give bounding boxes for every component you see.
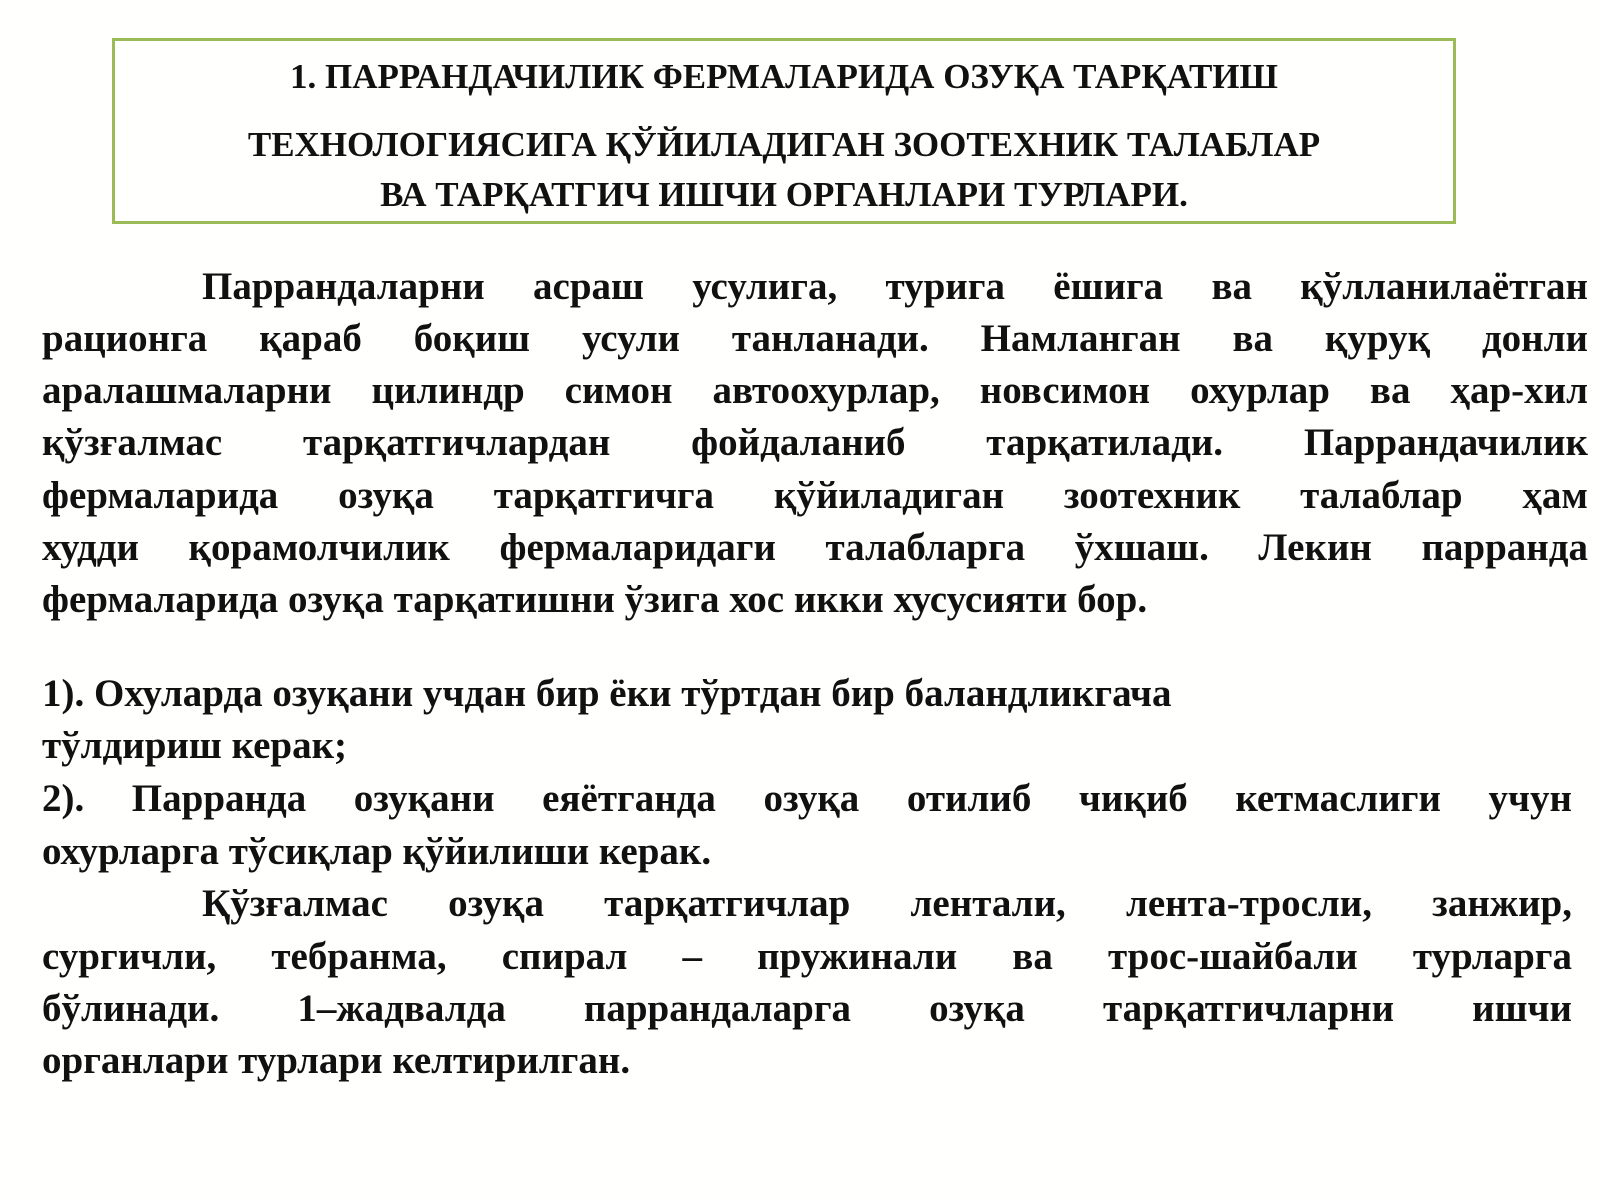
paragraph-1-line: рационга қараб боқиш усули танланади. Намланган ва қуруқ донли (42, 317, 1588, 360)
paragraph-2-line: бўлинади. 1–жадвалда паррандаларга озуқа тарқатгичларни ишчи (42, 987, 1572, 1030)
list-item-line: тўлдириш керак; (42, 724, 348, 767)
paragraph-2-line: органлари турлари келтирилган. (42, 1039, 631, 1082)
paragraph-1-line: аралашмаларни цилиндр симон автоохурлар, новсимон охурлар ва ҳар-хил (42, 369, 1588, 412)
title-line-2: ТЕХНОЛОГИЯСИГА ҚЎЙИЛАДИГАН ЗООТЕХНИК ТАЛАБЛАР (247, 125, 1321, 164)
title-box (112, 38, 1456, 224)
title-line-3: ВА ТАРҚАТГИЧ ИШЧИ ОРГАНЛАРИ ТУРЛАРИ. (380, 175, 1188, 214)
paragraph-2-line: сургичли, тебранма, спирал – пружинали ва трос-шайбали турларга (42, 935, 1572, 978)
list-item-line: 1). Охуларда озуқани учдан бир ёки тўртдан бир баландликгача (42, 672, 1172, 715)
paragraph-1-line: фермаларида озуқа тарқатгичга қўйиладиган зоотехник талаблар ҳам (42, 474, 1588, 517)
paragraph-1-line: худди қорамолчилик фермаларидаги талабларга ўхшаш. Лекин парранда (42, 526, 1588, 569)
paragraph-2-line: Қўзғалмас озуқа тарқатгичлар лентали, лента-тросли, занжир, (202, 882, 1572, 925)
paragraph-1-line: фермаларида озуқа тарқатишни ўзига хос икки хусусияти бор. (42, 578, 1148, 621)
list-item-line: 2). Парранда озуқани еяётганда озуқа отилиб чиқиб кетмаслиги учун (42, 777, 1572, 820)
list-item-line: охурларга тўсиқлар қўйилиши керак. (42, 830, 712, 873)
title-line-1: 1. ПАРРАНДАЧИЛИК ФЕРМАЛАРИДА ОЗУҚА ТАРҚАТИШ (290, 57, 1278, 96)
paragraph-1-line: қўзғалмас тарқатгичлардан фойдаланиб тарқатилади. Паррандачилик (42, 421, 1588, 464)
paragraph-1-line: Паррандаларни асраш усулига, турига ёшига ва қўлланилаётган (202, 265, 1588, 308)
